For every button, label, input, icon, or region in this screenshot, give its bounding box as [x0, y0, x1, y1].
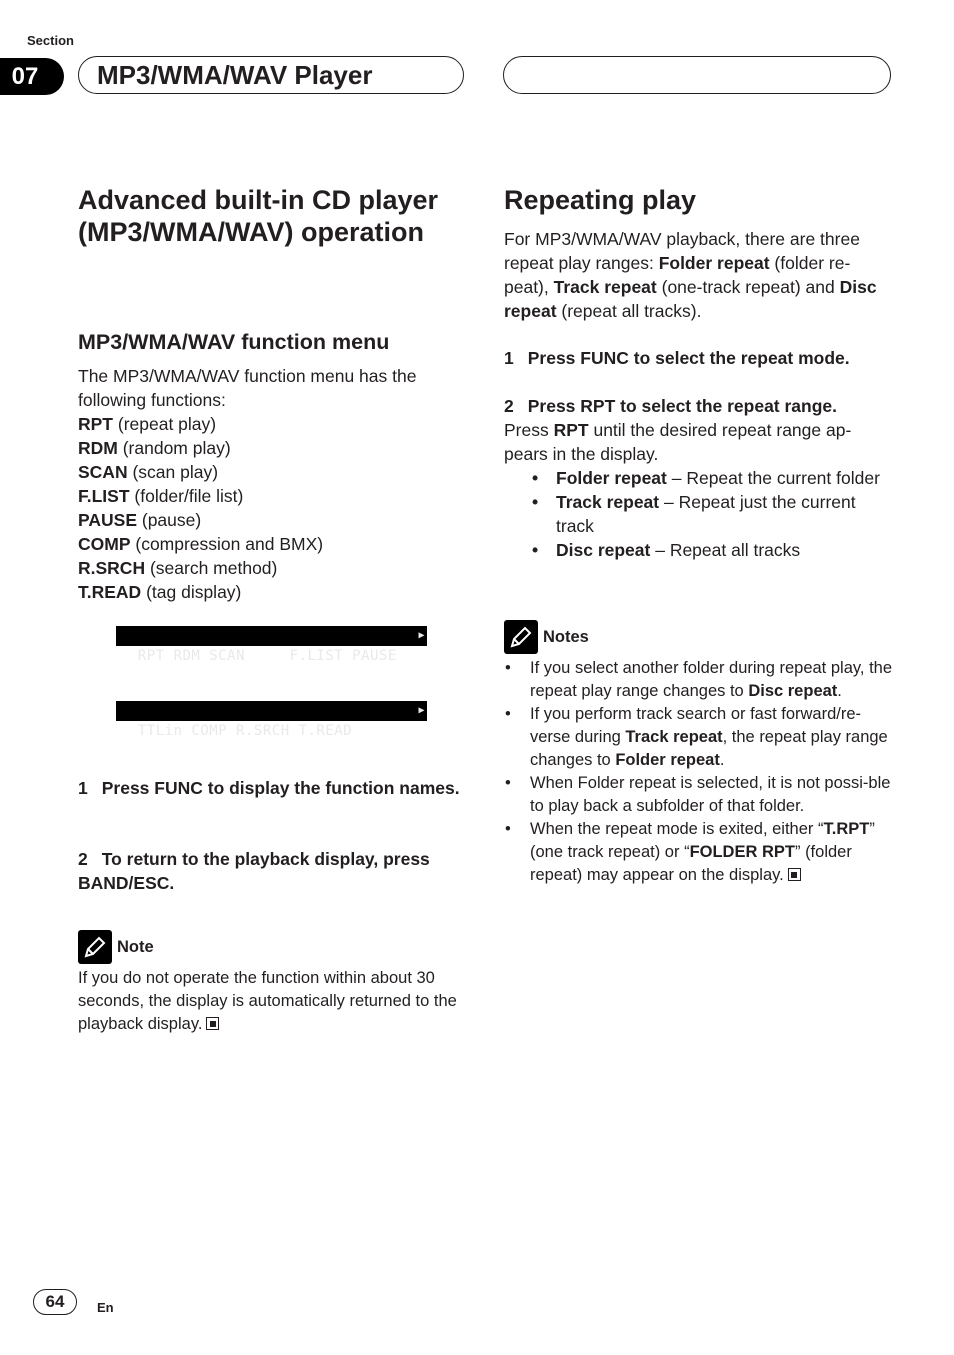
function-desc: (pause) — [137, 510, 202, 530]
section-number-tab: 07 — [0, 58, 64, 95]
repeat-range-list — [530, 466, 890, 562]
list-item — [530, 466, 890, 490]
language-code: En — [97, 1300, 114, 1315]
note-text: ” (one track repeat) or “ — [530, 820, 875, 861]
function-menu-intro: The MP3/WMA/WAV function menu has the following functions: — [78, 366, 417, 410]
section-label: Section — [27, 33, 74, 48]
list-item — [530, 490, 890, 538]
intro-text: (repeat all tracks). — [556, 301, 702, 321]
end-mark-icon — [788, 868, 801, 881]
function-key: COMP — [78, 534, 131, 554]
list-item — [530, 538, 890, 562]
note-pencil-icon — [78, 930, 112, 964]
list-item — [78, 436, 468, 460]
option-desc: – Repeat all tracks — [650, 540, 801, 560]
step-text: To return to the playback display, press BAND/ESC. — [78, 849, 430, 893]
option-name: Folder repeat — [556, 468, 667, 488]
step-1 — [78, 776, 468, 800]
step-number: 2 — [504, 396, 514, 416]
function-desc: (scan play) — [127, 462, 219, 482]
list-item — [504, 818, 892, 887]
function-key: R.SRCH — [78, 558, 146, 578]
note-title: Note — [117, 937, 154, 956]
list-item — [504, 703, 892, 772]
note-text: . — [837, 682, 842, 700]
notes-list — [504, 657, 892, 887]
intro-text: (one-track repeat) and — [656, 277, 840, 297]
function-desc: (tag display) — [141, 582, 242, 602]
note-text: . — [719, 751, 725, 769]
chapter-title: MP3/WMA/WAV Player — [78, 56, 464, 94]
function-key: RPT — [78, 414, 113, 434]
step-text: Press RPT to select the repeat range. — [527, 396, 838, 416]
list-item — [78, 484, 468, 508]
play-arrow-icon: ▶ — [418, 630, 425, 641]
detail-term: RPT — [553, 420, 589, 440]
intro-text: For MP3/WMA/WAV playback, there are three repeat play ranges: — [504, 229, 860, 273]
step-number: 1 — [504, 348, 514, 368]
note-text: When the repeat mode is exited, either “ — [530, 820, 824, 838]
function-desc: (search method) — [145, 558, 278, 578]
step-number: 2 — [78, 849, 88, 869]
repeat-step-2 — [504, 394, 892, 418]
play-arrow-icon: ▶ — [418, 705, 425, 716]
note-term: Track repeat — [625, 728, 723, 746]
intro-term: Disc repeat — [504, 277, 877, 321]
intro-term: Folder repeat — [658, 253, 770, 273]
lcd-display-function-names-1 — [116, 626, 427, 664]
function-menu-heading: MP3/WMA/WAV function menu — [78, 330, 390, 354]
list-item — [78, 412, 468, 436]
note-term: T.RPT — [823, 820, 870, 838]
intro-term: Track repeat — [553, 277, 657, 297]
function-desc: (folder/file list) — [129, 486, 244, 506]
function-key: PAUSE — [78, 510, 137, 530]
note-text: When Folder repeat is selected, it is not possi-ble to play back a subfolder of that folder. — [530, 774, 891, 815]
list-item — [504, 657, 892, 703]
function-desc: (random play) — [117, 438, 231, 458]
lcd-text: RPT RDM SCAN F.LIST PAUSE — [137, 648, 397, 664]
list-item — [78, 460, 468, 484]
repeating-play-heading: Repeating play — [504, 185, 697, 215]
note-pencil-icon — [504, 620, 538, 654]
end-mark-icon — [206, 1017, 219, 1030]
list-item — [78, 532, 468, 556]
page-heading: Advanced built-in CD player (MP3/WMA/WAV) operation — [78, 185, 439, 247]
lcd-text: TTLin COMP R.SRCH T.READ — [137, 723, 353, 739]
note-term: Folder repeat — [615, 751, 720, 769]
note-text: If you perform track search or fast forward/re-verse during — [530, 705, 862, 746]
function-key: SCAN — [78, 462, 128, 482]
list-item — [78, 556, 468, 580]
list-item — [504, 772, 892, 818]
note-text: , the repeat play range changes to — [530, 728, 888, 769]
note-heading — [78, 930, 154, 964]
function-key: T.READ — [78, 582, 142, 602]
repeating-play-intro — [504, 227, 892, 323]
step-text: Press FUNC to display the function names. — [101, 778, 460, 798]
step-2 — [78, 847, 468, 895]
step-text: Press FUNC to select the repeat mode. — [527, 348, 850, 368]
notes-heading — [504, 620, 589, 654]
repeat-step-1 — [504, 346, 892, 370]
function-key: RDM — [78, 438, 118, 458]
note-body: If you do not operate the function within about 30 seconds, the display is automatically returned to the playback display. — [78, 969, 457, 1033]
page-number: 64 — [33, 1289, 77, 1315]
note-text — [78, 967, 468, 1036]
repeat-step-2-detail — [504, 418, 892, 466]
lcd-display-function-names-2 — [116, 701, 427, 739]
function-key: F.LIST — [78, 486, 130, 506]
option-desc: – Repeat just the current track — [556, 492, 856, 536]
option-name: Disc repeat — [556, 540, 651, 560]
detail-text: until the desired repeat range ap-pears in the display. — [504, 420, 852, 464]
note-term: FOLDER RPT — [689, 843, 795, 861]
note-term: Disc repeat — [748, 682, 838, 700]
function-desc: (repeat play) — [113, 414, 217, 434]
option-desc: – Repeat the current folder — [666, 468, 880, 488]
note-text: If you select another folder during repeat play, the repeat play range changes to — [530, 659, 893, 700]
option-name: Track repeat — [556, 492, 660, 512]
list-item — [78, 508, 468, 532]
function-list — [78, 412, 468, 604]
detail-text: Press — [504, 420, 554, 440]
empty-header-box — [503, 56, 891, 94]
function-desc: (compression and BMX) — [130, 534, 324, 554]
intro-text: (folder re-peat), — [504, 253, 851, 297]
note-text: ” (folder repeat) may appear on the display. — [530, 843, 852, 884]
notes-title: Notes — [543, 627, 589, 646]
list-item — [78, 580, 468, 604]
step-number: 1 — [78, 778, 88, 798]
